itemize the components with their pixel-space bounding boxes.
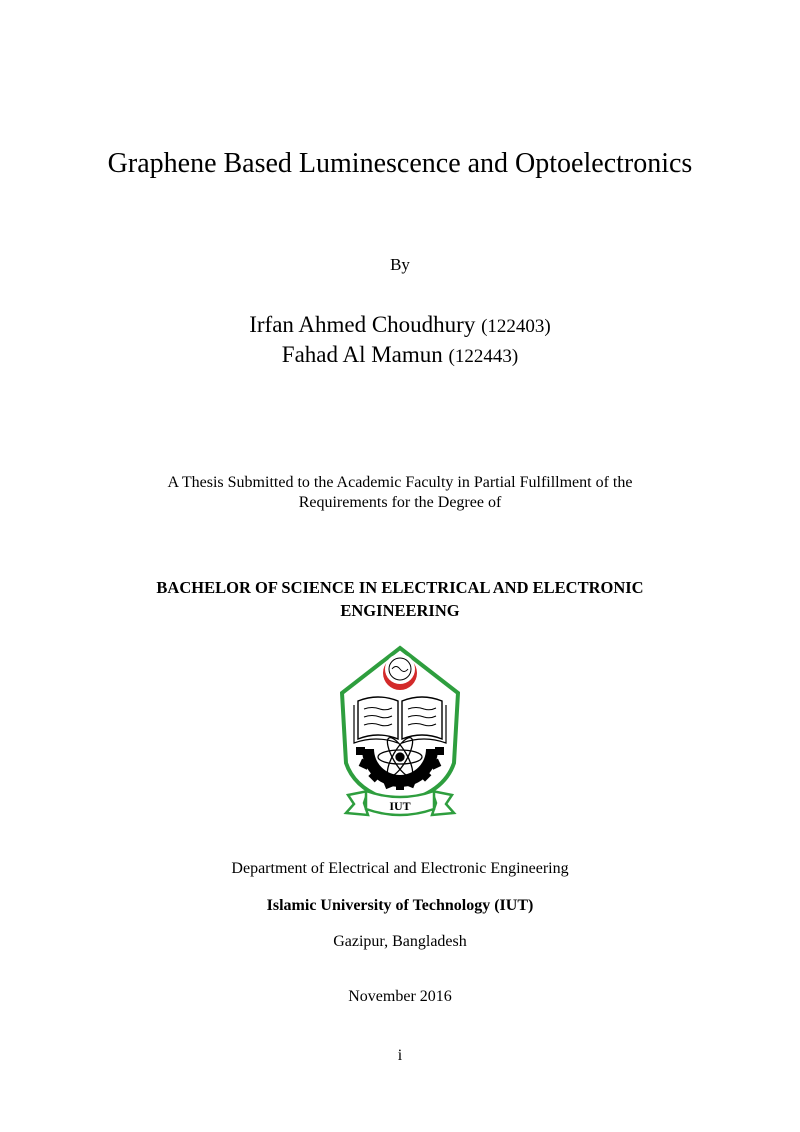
- author-roll: (122403): [481, 316, 551, 337]
- thesis-statement-line: Requirements for the Degree of: [298, 494, 502, 511]
- thesis-title: Graphene Based Luminescence and Optoelectronics: [107, 148, 693, 179]
- author-name: Fahad Al Mamun: [281, 342, 443, 367]
- location: Gazipur, Bangladesh: [333, 933, 467, 950]
- page-number: i: [397, 1047, 403, 1064]
- author-roll: (122443): [448, 346, 519, 367]
- author-name: Irfan Ahmed Choudhury: [249, 312, 476, 337]
- submission-date: November 2016: [348, 988, 452, 1005]
- author-line: [0, 343, 800, 366]
- banner-label: IUT: [389, 799, 411, 813]
- iut-banner: [346, 791, 454, 815]
- thesis-statement-line: A Thesis Submitted to the Academic Faculty in Partial Fulfillment of the: [167, 474, 633, 491]
- iut-emblem-icon: [340, 645, 460, 823]
- degree-line: ENGINEERING: [340, 601, 460, 620]
- author-line: [0, 313, 800, 336]
- degree-line: BACHELOR OF SCIENCE IN ELECTRICAL AND ELECTRONIC: [156, 578, 644, 597]
- university-name: Islamic University of Technology (IUT): [266, 897, 534, 914]
- department-name: Department of Electrical and Electronic Engineering: [231, 860, 569, 877]
- by-label: By: [390, 255, 410, 274]
- book-icon: [354, 697, 446, 743]
